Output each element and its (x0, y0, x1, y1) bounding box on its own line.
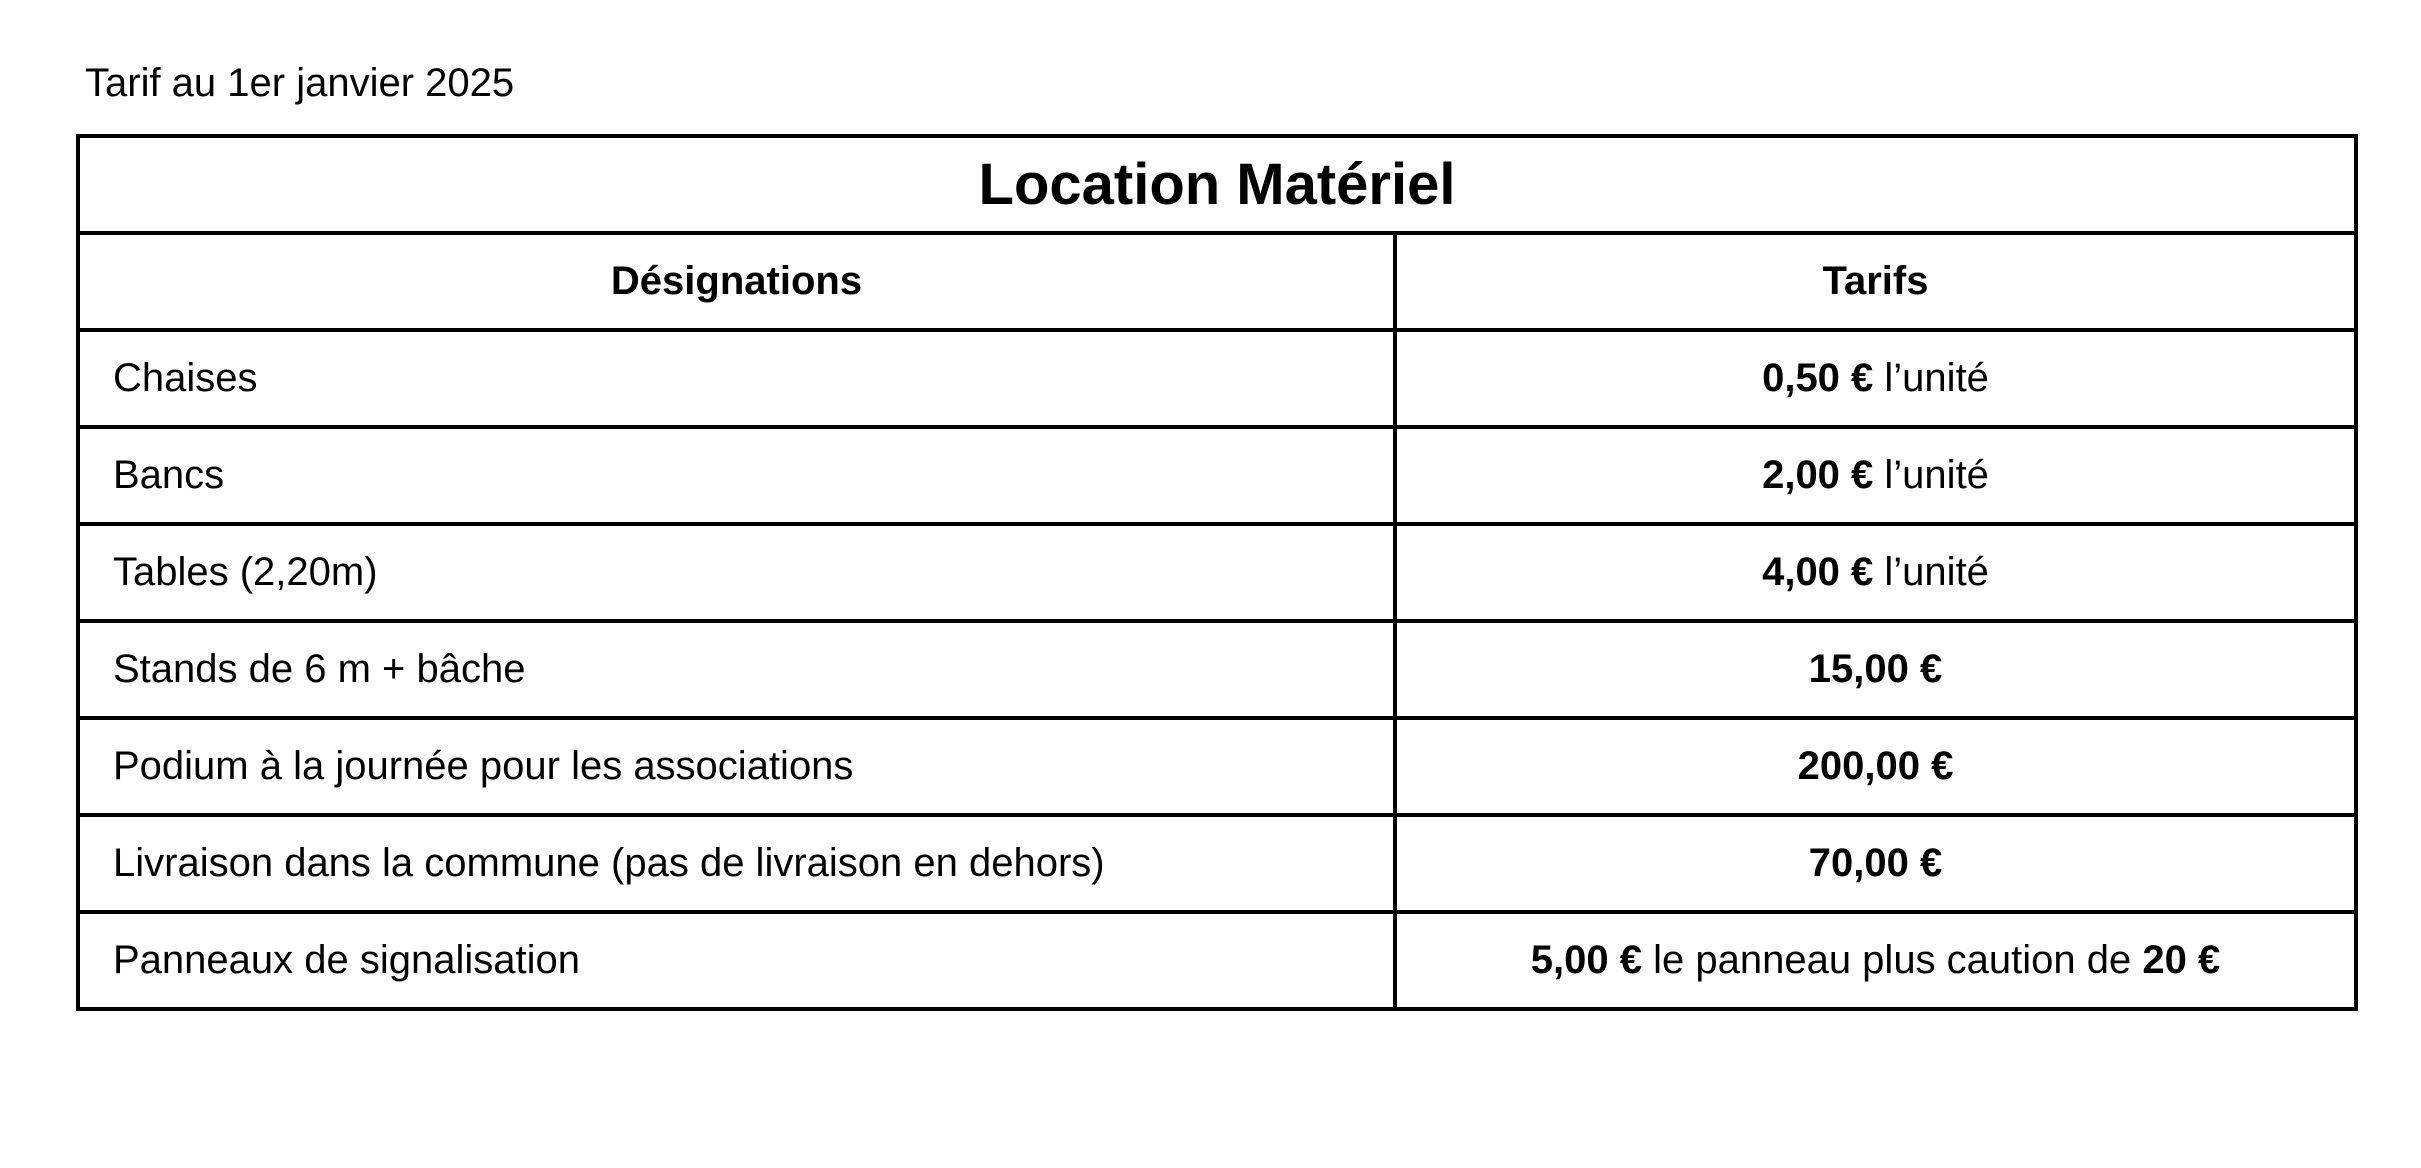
row-price (1395, 427, 2356, 524)
price-suffix: l’unité (1873, 453, 1989, 497)
row-designation: Tables (2,20m) (78, 524, 1395, 621)
table-row (78, 330, 2356, 427)
table-row (78, 718, 2356, 815)
price-value: 70,00 € (1808, 841, 1943, 885)
caution-value: 20 € (2142, 938, 2221, 982)
header-designations: Désignations (78, 233, 1395, 330)
row-designation: Stands de 6 m + bâche (78, 621, 1395, 718)
price-value: 15,00 € (1808, 647, 1943, 691)
table-row (78, 524, 2356, 621)
row-designation: Podium à la journée pour les associations (78, 718, 1395, 815)
page-caption: Tarif au 1er janvier 2025 (85, 61, 515, 105)
table-row (78, 427, 2356, 524)
row-price (1395, 815, 2356, 912)
price-value: 0,50 € (1762, 356, 1874, 400)
table-header-row (78, 233, 2356, 330)
table-title: Location Matériel (78, 136, 2356, 233)
table-row (78, 815, 2356, 912)
table-row (78, 912, 2356, 1009)
row-designation: Livraison dans la commune (pas de livraison en dehors) (78, 815, 1395, 912)
tarifs-table (76, 134, 2358, 1011)
row-price (1395, 621, 2356, 718)
row-price (1395, 718, 2356, 815)
price-value: 5,00 € (1530, 938, 1642, 982)
table-row (78, 621, 2356, 718)
price-value: 4,00 € (1762, 550, 1874, 594)
price-value: 200,00 € (1797, 744, 1954, 788)
row-price (1395, 524, 2356, 621)
price-value: 2,00 € (1762, 453, 1874, 497)
price-suffix: l’unité (1873, 356, 1989, 400)
row-designation: Bancs (78, 427, 1395, 524)
header-tarifs: Tarifs (1395, 233, 2356, 330)
price-suffix: le panneau plus caution de (1641, 938, 2143, 982)
row-price (1395, 330, 2356, 427)
table-title-row (78, 136, 2356, 233)
price-suffix: l’unité (1873, 550, 1989, 594)
row-price (1395, 912, 2356, 1009)
row-designation: Chaises (78, 330, 1395, 427)
row-designation: Panneaux de signalisation (78, 912, 1395, 1009)
